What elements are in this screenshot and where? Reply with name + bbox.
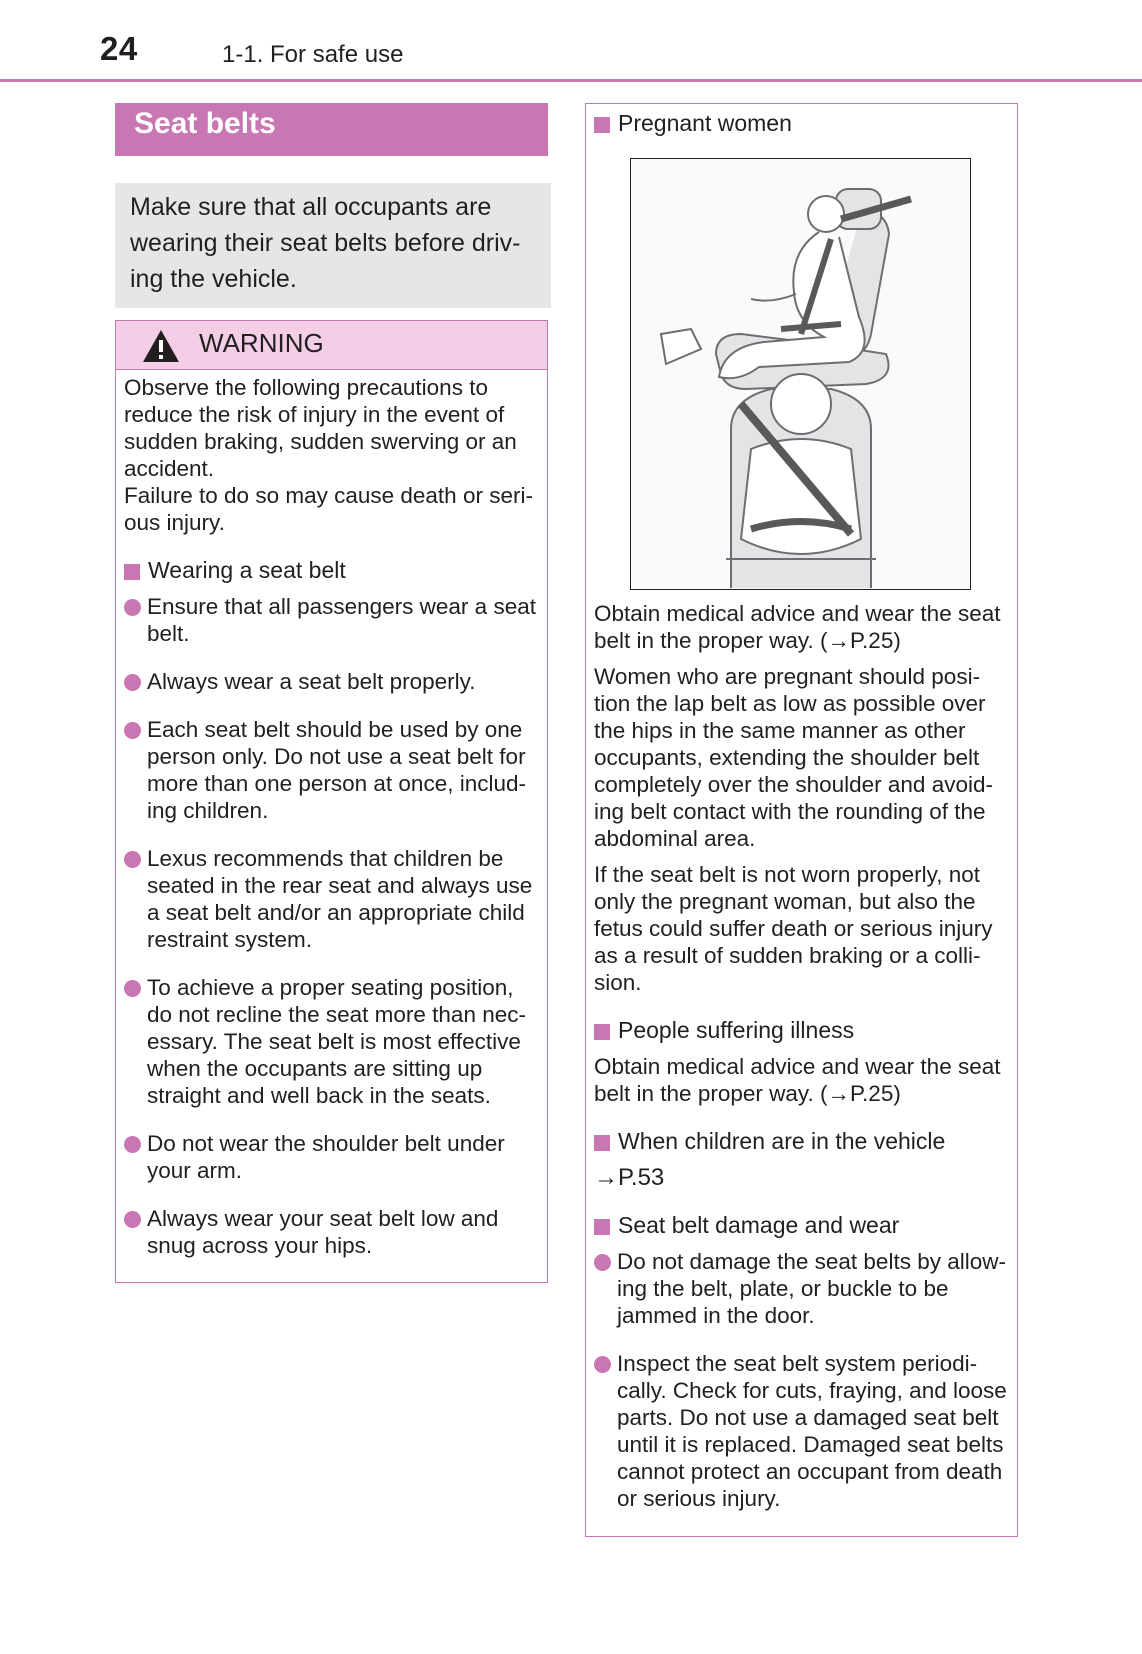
bullet-icon xyxy=(124,1211,141,1228)
section-title: 1-1. For safe use xyxy=(222,41,404,68)
warning-header xyxy=(116,321,547,370)
warning-triangle-icon xyxy=(141,328,181,364)
list-item: Always wear your seat belt low and snug across your hips. xyxy=(124,1205,539,1259)
list-item: Do not wear the shoulder belt under your arm. xyxy=(124,1130,539,1184)
illness-heading: People suffering illness xyxy=(594,1017,1009,1044)
children-page-reference: →P.53 xyxy=(594,1164,665,1191)
warning-label: WARNING xyxy=(199,328,324,358)
pregnant-paragraph-2: Women who are pregnant should posi-tion the lap belt as low as possible over the hips in the same manner as other occupants, extending the shoulder belt completely over the shoulder and avoid-ing belt contact with the rounding of the abdominal area. xyxy=(594,664,993,851)
list-item: To achieve a proper seating position, do not recline the seat more than nec-essary. The seat belt is most effective when the occupants are sitting up straight and well back in the seats. xyxy=(124,974,539,1109)
right-column-box xyxy=(585,103,1018,1537)
bullet-icon xyxy=(124,722,141,739)
header-divider xyxy=(0,79,1142,82)
children-heading: When children are in the vehicle xyxy=(594,1128,1009,1155)
list-item: Lexus recommends that children be seated in the rear seat and always use a seat belt and/or an appropriate child restraint system. xyxy=(124,845,539,953)
warning-intro: Observe the following precautions to reduce the risk of injury in the event of sudden braking, sudden swerving or an accident. xyxy=(124,375,517,481)
list-item: Inspect the seat belt system periodi-cally. Check for cuts, fraying, and loose parts. Do not use a damaged seat belt until it is replaced. Damaged seat belts cannot protect an occupant from death or serious injury. xyxy=(594,1350,1009,1512)
bullet-icon xyxy=(124,980,141,997)
warning-consequence: Failure to do so may cause death or seri-ous injury. xyxy=(124,483,533,535)
illness-paragraph: Obtain medical advice and wear the seat belt in the proper way. (→P.25) xyxy=(594,1054,1001,1106)
wearing-seat-belt-heading: Wearing a seat belt xyxy=(124,557,539,584)
list-item: Always wear a seat belt properly. xyxy=(124,668,539,695)
page-title: Seat belts xyxy=(134,107,276,140)
warning-body xyxy=(116,370,547,1259)
bullet-icon xyxy=(594,1254,611,1271)
list-item: Each seat belt should be used by one person only. Do not use a seat belt for more than one person at once, includ-ing children. xyxy=(124,716,539,824)
bullet-icon xyxy=(124,674,141,691)
page-number: 24 xyxy=(100,30,138,67)
list-item: Do not damage the seat belts by allow-ing the belt, plate, or buckle to be jammed in the door. xyxy=(594,1248,1009,1329)
bullet-icon xyxy=(124,851,141,868)
pregnant-paragraph-3: If the seat belt is not worn properly, not only the pregnant woman, but also the fetus could suffer death or serious injury as a result of sudden braking or a colli-sion. xyxy=(594,862,993,995)
pregnant-paragraph-1: Obtain medical advice and wear the seat belt in the proper way. (→P.25) xyxy=(594,601,1001,653)
damage-heading: Seat belt damage and wear xyxy=(594,1212,1009,1239)
bullet-icon xyxy=(124,1136,141,1153)
intro-box: Make sure that all occupants are wearing their seat belts before driv-ing the vehicle. xyxy=(115,183,551,308)
warning-box xyxy=(115,320,548,1283)
pregnant-women-heading: Pregnant women xyxy=(594,110,1009,137)
bullet-icon xyxy=(124,599,141,616)
bullet-icon xyxy=(594,1356,611,1373)
page-title-bar xyxy=(115,103,548,156)
list-item: Ensure that all passengers wear a seat belt. xyxy=(124,593,539,647)
pregnant-woman-illustration xyxy=(630,158,971,590)
